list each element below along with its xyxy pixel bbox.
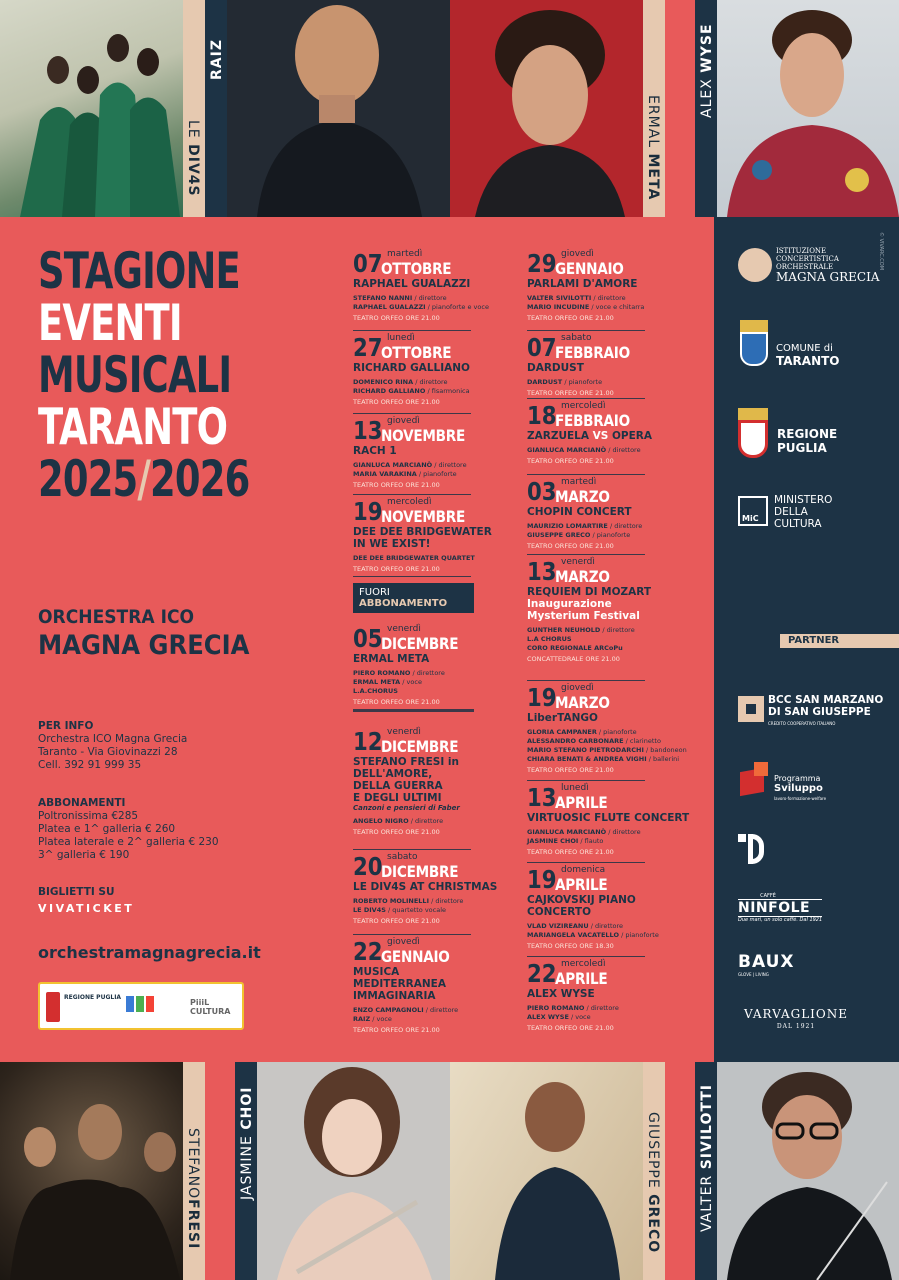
- artist-first-name: ALEX: [699, 78, 715, 118]
- event-performer: ALESSANDRO CARBONARE / clarinetto: [527, 737, 661, 745]
- info-line: Taranto - Via Giovinazzi 28: [38, 746, 178, 758]
- event-title: MUSICA: [353, 966, 400, 978]
- subscription-price: 3^ galleria € 190: [38, 849, 130, 861]
- event-performer: GIANLUCA MARCIANÒ / direttore: [353, 461, 467, 469]
- event-weekday: lunedì: [561, 783, 589, 793]
- info-line: Orchestra ICO Magna Grecia: [38, 733, 188, 745]
- taranto-logo-text: COMUNE di TARANTO: [776, 343, 840, 368]
- event-day: 22: [353, 937, 383, 966]
- event-entry: [353, 249, 489, 323]
- event-weekday: mercoledì: [561, 959, 606, 969]
- event-subtitle: Mysterium Festival: [527, 610, 640, 622]
- season-title: [38, 242, 296, 508]
- artist-last-name: CHOI: [239, 1086, 255, 1130]
- regione-shield-icon: [46, 992, 60, 1022]
- ico-logo-icon: [738, 248, 772, 282]
- event-day: 27: [353, 333, 383, 362]
- event-day: 13: [353, 416, 383, 445]
- event-title: ERMAL META: [353, 653, 430, 665]
- event-title: STEFANO FRESI in: [353, 756, 459, 768]
- label-strip-raiz: [205, 0, 227, 217]
- event-day: 18: [527, 401, 557, 430]
- event-entry: [527, 959, 619, 1033]
- photo-raiz: [227, 0, 450, 217]
- event-month: APRILE: [555, 969, 608, 988]
- event-entry: [527, 333, 630, 398]
- event-venue: TEATRO ORFEO ORE 21.00: [527, 1024, 614, 1032]
- event-performer: L.A CHORUS: [527, 635, 572, 643]
- event-day: 07: [527, 333, 557, 362]
- event-title: LiberTANGO: [527, 712, 598, 724]
- event-weekday: lunedì: [387, 333, 415, 343]
- event-separator: [527, 398, 645, 399]
- event-title: RACH 1: [353, 445, 397, 457]
- event-day: 13: [527, 557, 557, 586]
- event-month: NOVEMBRE: [381, 507, 466, 526]
- artist-first-name: STEFANO: [185, 1128, 201, 1200]
- artist-last-name: GRECO: [645, 1194, 661, 1254]
- event-weekday: venerdì: [387, 727, 421, 737]
- label-strip-giuseppe-greco: [643, 1062, 665, 1280]
- event-performer: PIERO ROMANO / direttore: [353, 669, 445, 677]
- event-month: DICEMBRE: [381, 634, 459, 653]
- event-performer: STEFANO NANNI / direttore: [353, 294, 447, 302]
- event-entry: [527, 683, 687, 775]
- event-separator: [527, 330, 645, 331]
- event-separator: [353, 934, 471, 935]
- piil-cultura-logo-text: PiiiL CULTURA: [190, 998, 231, 1016]
- event-title: RICHARD GALLIANO: [353, 362, 470, 374]
- regione-puglia-logo-text: REGIONE PUGLIA: [64, 994, 122, 1001]
- subscriptions-block: [38, 797, 219, 862]
- subscription-price: Platea e 1^ galleria € 260: [38, 823, 176, 835]
- event-weekday: giovedì: [561, 683, 594, 693]
- event-performer: MARIA VARAKINA / pianoforte: [353, 470, 457, 478]
- title-line-2: EVENTI: [38, 294, 182, 352]
- fuori-separator: [353, 709, 474, 712]
- event-performer: L.A.CHORUS: [353, 687, 398, 695]
- event-day: 22: [527, 959, 557, 988]
- info-phone: Cell. 392 91 999 35: [38, 759, 142, 771]
- subscription-price: Platea laterale e 2^ galleria € 230: [38, 836, 219, 848]
- event-separator: [527, 862, 645, 863]
- artist-last-name: FRESI: [185, 1199, 201, 1250]
- event-venue: TEATRO ORFEO ORE 21.00: [527, 542, 614, 550]
- mic-logo-icon: MiC: [738, 496, 768, 526]
- title-line-1: STAGIONE: [38, 242, 240, 300]
- artist-last-name: DIV4S: [185, 144, 201, 197]
- event-performer: GIUSEPPE GRECO / pianoforte: [527, 531, 631, 539]
- event-separator: [527, 474, 645, 475]
- event-day: 19: [353, 497, 383, 526]
- event-month: FEBBRAIO: [555, 411, 630, 430]
- event-performer: DEE DEE BRIDGEWATER QUARTET: [353, 554, 475, 562]
- event-title: LE DIV4S AT CHRISTMAS: [353, 881, 498, 893]
- event-entry: [527, 557, 652, 664]
- event-day: 13: [527, 783, 557, 812]
- title-line-4: TARANTO: [38, 398, 228, 456]
- event-separator: [353, 576, 471, 577]
- artist-first-name: JASMINE: [239, 1135, 255, 1200]
- event-title: CHOPIN CONCERT: [527, 506, 632, 518]
- event-venue: TEATRO ORFEO ORE 21.00: [353, 698, 440, 706]
- event-month: MARZO: [555, 487, 610, 506]
- event-tagline: Canzoni e pensieri di Faber: [353, 804, 460, 812]
- event-weekday: giovedì: [387, 416, 420, 426]
- artist-last-name: WYSE: [699, 23, 715, 73]
- taranto-crest-icon: [740, 320, 768, 370]
- event-entry: [353, 497, 492, 574]
- tickets-block: [38, 886, 134, 915]
- year-start: 2025: [38, 450, 138, 508]
- website-link[interactable]: orchestramagnagrecia.it: [38, 943, 261, 962]
- event-weekday: sabato: [387, 852, 418, 862]
- event-title: RAPHAEL GUALAZZI: [353, 278, 471, 290]
- event-performer: ROBERTO MOLINELLI / direttore: [353, 897, 464, 905]
- label-strip-stefano-fresi: [183, 1062, 205, 1280]
- event-title: ALEX WYSE: [527, 988, 595, 1000]
- event-weekday: venerdì: [561, 557, 595, 567]
- label-strip-ermal-meta: [643, 0, 665, 217]
- photo-valter-sivilotti: [717, 1062, 899, 1280]
- event-venue: TEATRO ORFEO ORE 21.00: [353, 481, 440, 489]
- photo-le-div4s: [0, 0, 205, 217]
- artist-first-name: ERMAL: [645, 95, 661, 149]
- event-performer: GLORIA CAMPANER / pianoforte: [527, 728, 637, 736]
- puglia-crest-icon: [738, 408, 768, 464]
- tickets-heading: BIGLIETTI SU: [38, 886, 115, 898]
- photo-alex-wyse: [717, 0, 899, 217]
- event-month: MARZO: [555, 693, 610, 712]
- event-venue: TEATRO ORFEO ORE 21.00: [353, 314, 440, 322]
- event-title-line: IMMAGINARIA: [353, 990, 436, 1002]
- fuori-abbonamento-tag: [353, 583, 474, 613]
- artist-last-name: SIVILOTTI: [699, 1083, 715, 1170]
- event-weekday: mercoledì: [561, 401, 606, 411]
- event-performer: RICHARD GALLIANO / fisarmonica: [353, 387, 470, 395]
- event-entry: [527, 477, 643, 551]
- event-performer: GIANLUCA MARCIANÒ / direttore: [527, 446, 641, 454]
- event-day: 03: [527, 477, 557, 506]
- event-month: NOVEMBRE: [381, 426, 466, 445]
- event-title: PARLAMI D'AMORE: [527, 278, 638, 290]
- year-slash: /: [137, 450, 151, 508]
- event-venue: TEATRO ORFEO ORE 21.00: [527, 389, 614, 397]
- label-strip-le-div4s: [183, 0, 205, 217]
- artist-first-name: GIUSEPPE: [645, 1112, 661, 1189]
- photo-jasmine-choi: [257, 1062, 450, 1280]
- event-title-line: CONCERTO: [527, 906, 591, 918]
- event-title-line: MEDITERRANEA: [353, 978, 446, 990]
- info-block: [38, 720, 187, 772]
- event-separator: [527, 956, 645, 957]
- event-title-line: DELLA GUERRA: [353, 780, 443, 792]
- event-performer: CHIARA BENATI & ANDREA VIGHI / ballerini: [527, 755, 680, 763]
- event-separator: [527, 680, 645, 681]
- event-day: 05: [353, 624, 383, 653]
- event-title-line: IN WE EXIST!: [353, 538, 431, 550]
- photo-ermal-meta: [450, 0, 643, 217]
- institutional-logos: [38, 982, 244, 1030]
- event-performer: RAIZ / voce: [353, 1015, 392, 1023]
- label-strip-jasmine-choi: [235, 1062, 257, 1280]
- artist-last-name: META: [645, 153, 661, 201]
- photo-divider-red-bottom: [205, 1062, 235, 1280]
- event-weekday: giovedì: [561, 249, 594, 259]
- event-weekday: sabato: [561, 333, 592, 343]
- event-venue: TEATRO ORFEO ORE 21.00: [353, 828, 440, 836]
- event-venue: TEATRO ORFEO ORE 21.00: [353, 398, 440, 406]
- event-performer: DOMENICO RINA / direttore: [353, 378, 448, 386]
- event-performer: ENZO CAMPAGNOLI / direttore: [353, 1006, 459, 1014]
- event-weekday: domenica: [561, 865, 606, 875]
- event-entry: [527, 865, 659, 951]
- subscription-price: Poltronissima €285: [38, 810, 139, 822]
- event-entry: [353, 727, 460, 837]
- event-title: DARDUST: [527, 362, 584, 374]
- label-strip-alex-wyse: [695, 0, 717, 217]
- event-performer: VLAD VIZIREANU / direttore: [527, 922, 624, 930]
- event-weekday: mercoledì: [387, 497, 432, 507]
- label-strip-valter-sivilotti: [695, 1062, 717, 1280]
- event-venue: TEATRO ORFEO ORE 21.00: [527, 314, 614, 322]
- event-entry: [353, 852, 498, 926]
- year-end: 2026: [150, 450, 250, 508]
- orchestra-name: [38, 606, 273, 661]
- event-month: OTTOBRE: [381, 259, 452, 278]
- fesr-logo-icon: [126, 996, 158, 1016]
- event-separator: [527, 554, 645, 555]
- event-entry: [527, 249, 645, 323]
- photo-divider-red-bottom-2: [665, 1062, 695, 1280]
- event-performer: MARIO INCUDINE / voce e chitarra: [527, 303, 645, 311]
- event-title: DEE DEE BRIDGEWATER: [353, 526, 492, 538]
- ico-logo-text: ISTITUZIONE CONCERTISTICA ORCHESTRALE MAGNA GRECIA: [776, 247, 880, 284]
- event-performer: ERMAL META / voce: [353, 678, 422, 686]
- artist-first-name: LE: [185, 120, 201, 139]
- event-entry: [527, 783, 690, 857]
- event-month: FEBBRAIO: [555, 343, 630, 362]
- event-venue: TEATRO ORFEO ORE 21.00: [527, 457, 614, 465]
- partner-heading-bar: [780, 634, 899, 648]
- event-separator: [353, 494, 471, 495]
- event-venue: TEATRO ORFEO ORE 21.00: [353, 917, 440, 925]
- fuori-line-1: FUORI: [359, 587, 390, 598]
- event-title: ZARZUELA VS OPERA: [527, 430, 652, 442]
- event-month: GENNAIO: [381, 947, 450, 966]
- event-performer: PIERO ROMANO / direttore: [527, 1004, 619, 1012]
- artist-first-name: VALTER: [699, 1174, 715, 1232]
- photo-giuseppe-greco: [450, 1062, 643, 1280]
- event-venue: CONCATTEDRALE ORE 21.00: [527, 655, 620, 663]
- event-subtitle: Inaugurazione: [527, 598, 612, 610]
- orchestra-line-2: MAGNA GRECIA: [38, 630, 250, 661]
- bcc-logo-text: BCC SAN MARZANO DI SAN GIUSEPPE CREDITO COOPERATIVO ITALIANO: [768, 694, 884, 726]
- event-month: DICEMBRE: [381, 862, 459, 881]
- event-performer: JASMINE CHOI / flauto: [527, 837, 604, 845]
- event-weekday: giovedì: [387, 937, 420, 947]
- event-venue: TEATRO ORFEO ORE 21.00: [527, 848, 614, 856]
- event-title: CAJKOVSKIJ PIANO: [527, 894, 636, 906]
- event-separator: [527, 780, 645, 781]
- programma-sviluppo-icon: [740, 762, 770, 796]
- event-day: 12: [353, 727, 383, 756]
- title-line-3: MUSICALI: [38, 346, 232, 404]
- photo-divider-red: [665, 0, 695, 217]
- event-title-line: E DEGLI ULTIMI: [353, 792, 442, 804]
- partner-heading: PARTNER: [788, 635, 840, 646]
- subscriptions-heading: ABBONAMENTI: [38, 797, 126, 809]
- event-entry: [353, 416, 467, 490]
- event-day: 19: [527, 683, 557, 712]
- varvaglione-logo: VARVAGLIONE DAL 1921: [743, 1007, 849, 1030]
- event-month: GENNAIO: [555, 259, 624, 278]
- event-performer: GIANLUCA MARCIANÒ / direttore: [527, 828, 641, 836]
- puglia-promozione-icon: [738, 834, 768, 864]
- event-day: 29: [527, 249, 557, 278]
- vivaticket-logo[interactable]: VIVATICKET: [38, 902, 135, 915]
- event-month: OTTOBRE: [381, 343, 452, 362]
- event-title: VIRTUOSIC FLUTE CONCERT: [527, 812, 690, 824]
- event-title: REQUIEM DI MOZART: [527, 586, 652, 598]
- event-separator: [353, 330, 471, 331]
- photo-stefano-fresi: [0, 1062, 183, 1280]
- event-month: MARZO: [555, 567, 610, 586]
- event-performer: ALEX WYSE / voce: [527, 1013, 591, 1021]
- event-separator: [353, 849, 471, 850]
- artist-last-name: RAIZ: [209, 39, 225, 80]
- event-performer: RAPHAEL GUALAZZI / pianoforte e voce: [353, 303, 489, 311]
- event-venue: TEATRO ORFEO ORE 21.00: [353, 1026, 440, 1034]
- mic-logo-text: MINISTERO DELLA CULTURA: [774, 494, 833, 530]
- event-day: 07: [353, 249, 383, 278]
- event-entry: [353, 937, 459, 1035]
- programma-sviluppo-text: Programma Sviluppo lavoro·formazione·welfare: [774, 774, 827, 801]
- event-day: 20: [353, 852, 383, 881]
- event-title-line: DELL'AMORE,: [353, 768, 433, 780]
- event-performer: DARDUST / pianoforte: [527, 378, 603, 386]
- event-day: 19: [527, 865, 557, 894]
- ninfole-logo: CAFFÈ NINFOLE Due mari, un solo caffè. Dal 1921: [738, 893, 823, 923]
- event-weekday: martedì: [387, 249, 423, 259]
- event-weekday: martedì: [561, 477, 597, 487]
- event-venue: TEATRO ORFEO ORE 21.00: [353, 565, 440, 573]
- event-month: APRILE: [555, 793, 608, 812]
- event-performer: LE DIV4S / quartetto vocale: [353, 906, 447, 914]
- event-separator: [353, 413, 471, 414]
- fuori-line-2: ABBONAMENTO: [359, 598, 448, 609]
- event-venue: TEATRO ORFEO ORE 21.00: [527, 766, 614, 774]
- event-weekday: venerdì: [387, 624, 421, 634]
- event-venue: TEATRO ORFEO ORE 18.30: [527, 942, 614, 950]
- event-performer: VALTER SIVILOTTI / direttore: [527, 294, 626, 302]
- puglia-logo-text: REGIONE PUGLIA: [777, 427, 838, 455]
- event-month: APRILE: [555, 875, 608, 894]
- event-performer: MARIO STEFANO PIETRODARCHI / bandoneon: [527, 746, 687, 754]
- design-credit: © VIVARC.COM: [878, 232, 884, 271]
- event-performer: MARIANGELA VACATELLO / pianoforte: [527, 931, 659, 939]
- event-performer: ANGELO NIGRO / direttore: [353, 817, 444, 825]
- event-performer: MAURIZIO LOMARTIRE / direttore: [527, 522, 643, 530]
- bcc-logo-icon: [738, 696, 764, 722]
- baux-logo: BAUX GLOVE | LIVING: [738, 952, 795, 977]
- event-month: DICEMBRE: [381, 737, 459, 756]
- event-performer: GUNTHER NEUHOLD / direttore: [527, 626, 635, 634]
- event-entry: [527, 401, 652, 466]
- event-entry: [353, 624, 459, 707]
- orchestra-line-1: ORCHESTRA ICO: [38, 606, 195, 628]
- event-performer: CORO REGIONALE ARCoPu: [527, 644, 623, 652]
- title-years: [38, 450, 250, 508]
- info-heading: PER INFO: [38, 720, 94, 732]
- event-entry: [353, 333, 470, 407]
